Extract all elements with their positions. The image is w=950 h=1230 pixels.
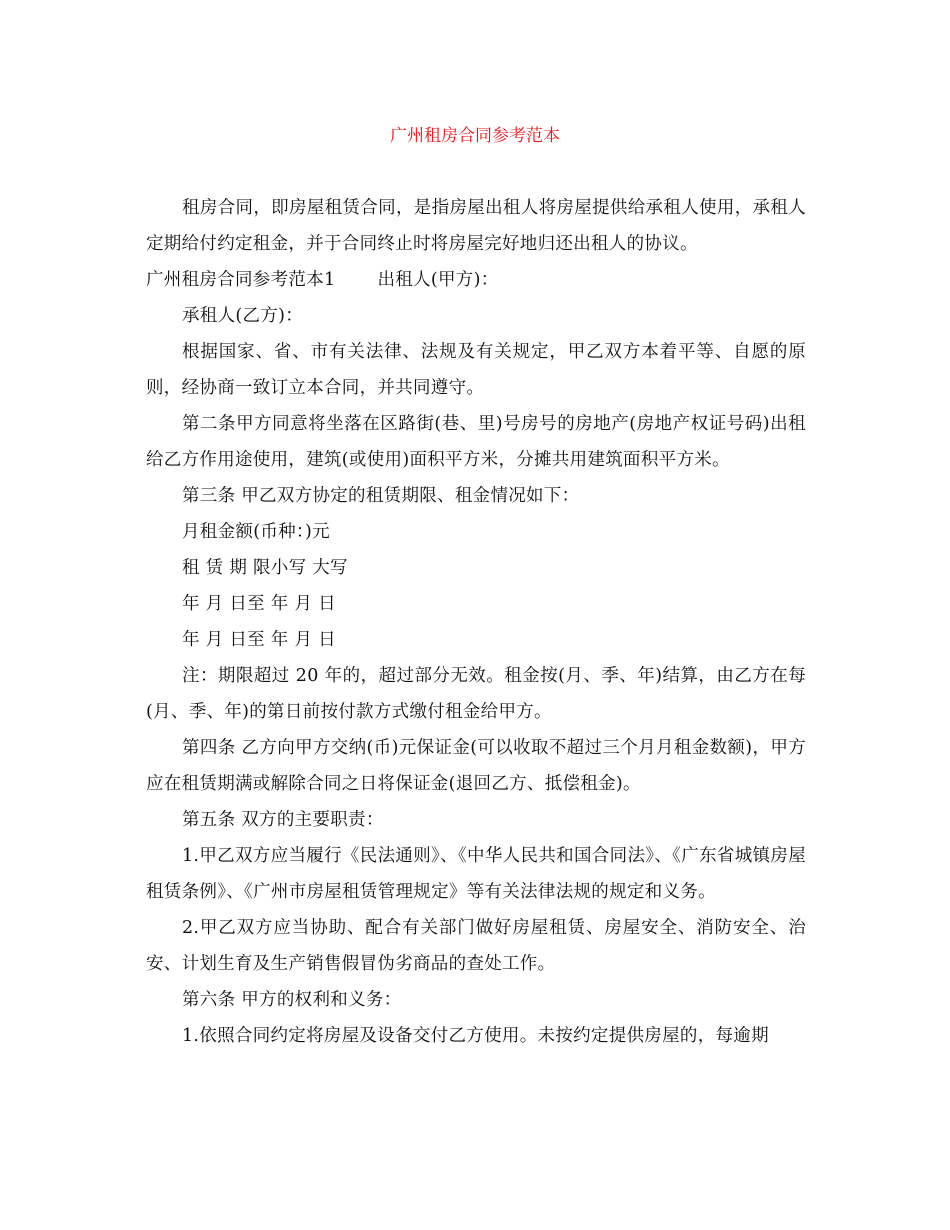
- article-5-item-2: 2.甲乙双方应当协助、配合有关部门做好房屋租赁、房屋安全、消防安全、治安、计划生育及生产销售假冒伪劣商品的查处工作。: [146, 918, 806, 974]
- lease-period-row-2: 年 月 日至 年 月 日: [182, 630, 336, 650]
- article-5: 第五条 双方的主要职责：: [182, 810, 384, 830]
- lease-period-row-1: 年 月 日至 年 月 日: [182, 594, 336, 614]
- monthly-rent: 月租金额(币种：)元: [182, 522, 330, 542]
- article-3: 第三条 甲乙双方协定的租赁期限、租金情况如下：: [182, 486, 580, 506]
- document-body: [146, 190, 806, 1054]
- note-paragraph: 注：期限超过 20 年的，超过部分无效。租金按(月、季、年)结算，由乙方在每(月、季、年)的第日前按付款方式缴付租金给甲方。: [146, 666, 806, 722]
- article-2: 第二条甲方同意将坐落在区路街(巷、里)号房号的房地产(房地产权证号码)出租给乙方作用途使用，建筑(或使用)面积平方米，分摊共用建筑面积平方米。: [146, 414, 806, 470]
- document-title: 广州租房合同参考范本: [390, 126, 560, 146]
- lease-table-header: 租 赁 期 限小写 大写: [182, 558, 348, 578]
- lessor-label: 出租人(甲方)：: [377, 270, 499, 290]
- preamble-paragraph: 根据国家、省、市有关法律、法规及有关规定，甲乙双方本着平等、自愿的原则，经协商一致订立本合同，并共同遵守。: [146, 342, 806, 398]
- article-4: 第四条 乙方向甲方交纳(币)元保证金(可以收取不超过三个月月租金数额)，甲方应在租赁期满或解除合同之日将保证金(退回乙方、抵偿租金)。: [146, 738, 806, 794]
- article-5-item-1: 1.甲乙双方应当履行《民法通则》、《中华人民共和国合同法》、《广东省城镇房屋租赁条例》、《广州市房屋租赁管理规定》等有关法律法规的规定和义务。: [146, 846, 806, 902]
- section-heading: 广州租房合同参考范本1: [146, 270, 336, 290]
- article-6-item-1: 1.依照合同约定将房屋及设备交付乙方使用。未按约定提供房屋的，每逾期: [182, 1026, 769, 1046]
- article-6: 第六条 甲方的权利和义务：: [182, 990, 402, 1010]
- lessee-label: 承租人(乙方)：: [182, 306, 304, 326]
- intro-paragraph: 租房合同，即房屋租赁合同，是指房屋出租人将房屋提供给承租人使用，承租人定期给付约定租金，并于合同终止时将房屋完好地归还出租人的协议。: [146, 198, 806, 254]
- section-heading-line: [146, 262, 806, 298]
